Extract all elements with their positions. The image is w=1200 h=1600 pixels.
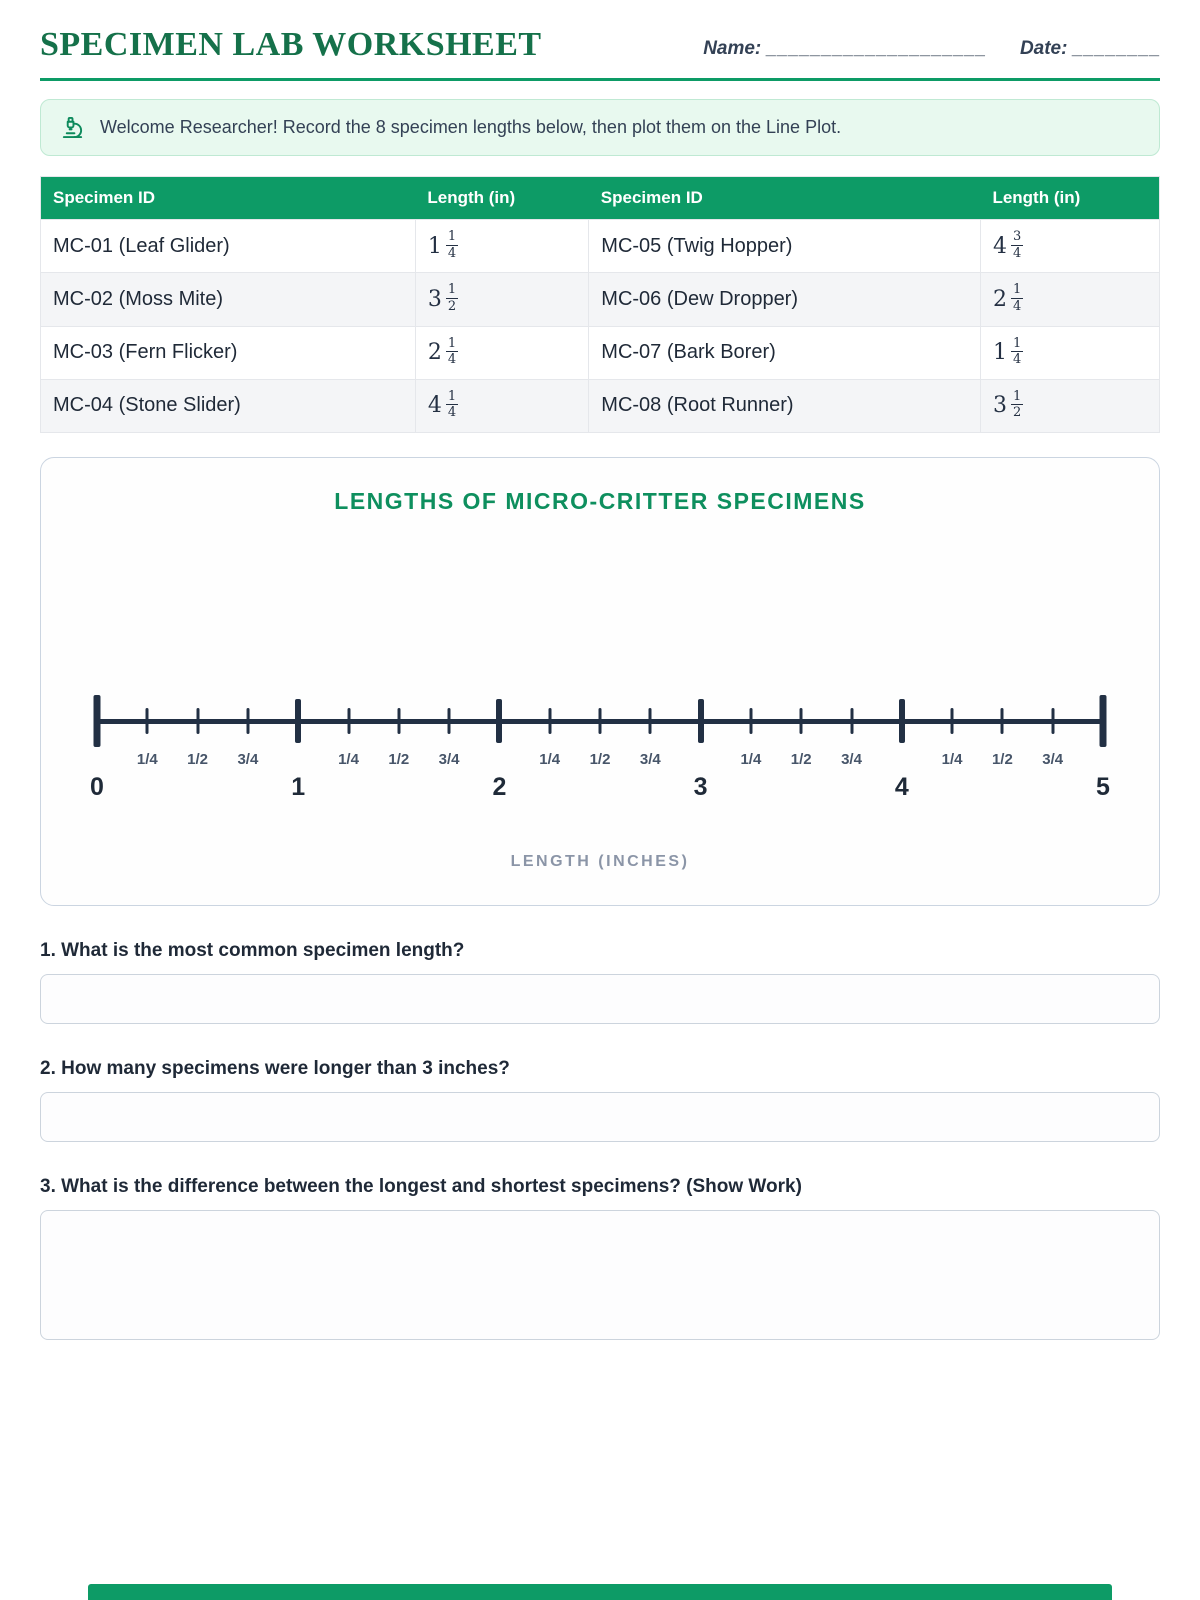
tick-minor	[146, 708, 149, 734]
length-cell: 4 $\frac{1}{4}$	[415, 379, 588, 432]
minor-tick-label: 1/4	[539, 751, 561, 769]
name-blank-line[interactable]: ____________________	[765, 38, 986, 58]
table-header-row	[41, 177, 1160, 220]
major-tick-label-2: 2	[492, 773, 507, 802]
answer-box-q2[interactable]	[40, 1092, 1160, 1142]
major-tick-label-4: 4	[894, 773, 909, 802]
minor-tick-label: 1/2	[790, 751, 812, 769]
major-tick-label-0: 0	[90, 773, 104, 802]
tick-minor	[800, 708, 803, 734]
footer-bar	[88, 1584, 1112, 1600]
answer-box-q1[interactable]	[40, 974, 1160, 1024]
specimen-id-cell: MC-04 (Stone Slider)	[41, 379, 416, 432]
specimen-id-cell: MC-08 (Root Runner)	[589, 379, 981, 432]
minor-tick-label: 1/4	[338, 751, 359, 769]
minor-tick-label: 3/4	[438, 751, 460, 769]
minor-tick-label: 3/4	[841, 751, 862, 769]
specimen-id-cell: MC-03 (Fern Flicker)	[41, 326, 416, 379]
x-axis-label: LENGTH (INCHES)	[510, 853, 690, 871]
minor-tick-label: 3/4	[1042, 751, 1064, 769]
major-tick-label-1: 1	[291, 773, 306, 802]
length-cell: 1 $\frac{1}{4}$	[415, 220, 588, 273]
length-cell: 3 $\frac{1}{2}$	[980, 379, 1159, 432]
tick-minor	[1001, 708, 1004, 734]
table-row	[41, 326, 1160, 379]
welcome-text: Welcome Researcher! Record the 8 specimen lengths below, then plot them on the Line Plot.	[100, 117, 842, 137]
major-tick-label-5: 5	[1096, 773, 1110, 802]
question-3-label: 3. What is the difference between the longest and shortest specimens? (Show Work)	[40, 1176, 802, 1198]
number-line[interactable]	[90, 675, 1110, 825]
tick-minor	[448, 708, 451, 734]
major-tick-label-3: 3	[693, 773, 708, 802]
minor-tick-label: 3/4	[237, 751, 259, 769]
column-header-length-right: Length (in)	[980, 177, 1159, 220]
tick-minor	[649, 708, 652, 734]
microscope-icon	[61, 116, 84, 139]
tick-minor	[246, 708, 249, 734]
line-plot-panel[interactable]	[40, 457, 1160, 906]
answer-box-q3[interactable]	[40, 1210, 1160, 1340]
tick-major-3	[698, 699, 704, 743]
date-label: Date:	[1019, 38, 1068, 59]
minor-tick-label: 1/4	[941, 751, 963, 769]
table-row	[41, 379, 1160, 432]
minor-tick-label: 3/4	[639, 751, 661, 769]
length-cell: 4 $\frac{3}{4}$	[980, 220, 1159, 273]
minor-tick-label: 1/2	[187, 751, 209, 769]
header-fill-ins	[703, 38, 1160, 64]
specimen-id-cell: MC-06 (Dew Dropper)	[589, 273, 981, 326]
page-title: SPECIMEN LAB WORKSHEET	[40, 26, 542, 63]
tick-minor	[347, 708, 350, 734]
date-field	[1020, 38, 1160, 60]
tick-minor	[850, 708, 853, 734]
minor-tick-label: 1/4	[740, 751, 762, 769]
plot-title: LENGTHS OF MICRO-CRITTER SPECIMENS	[334, 488, 866, 515]
question-1-label: 1. What is the most common specimen length?	[40, 940, 465, 962]
specimen-table	[40, 176, 1160, 433]
tick-major-4	[899, 699, 905, 743]
header	[40, 26, 1160, 81]
question-2-label: 2. How many specimens were longer than 3 inches?	[40, 1058, 510, 1080]
column-header-specimen-id-left: Specimen ID	[41, 177, 416, 220]
length-cell: 2 $\frac{1}{4}$	[415, 326, 588, 379]
tick-major-2	[496, 699, 502, 743]
minor-tick-label: 1/2	[388, 751, 410, 769]
tick-major-1	[295, 699, 301, 743]
tick-minor	[196, 708, 199, 734]
minor-tick-label: 1/2	[991, 751, 1013, 769]
tick-minor	[599, 708, 602, 734]
name-label: Name:	[703, 38, 762, 59]
tick-major-5	[1100, 695, 1107, 747]
specimen-id-cell: MC-01 (Leaf Glider)	[41, 220, 416, 273]
table-row	[41, 273, 1160, 326]
column-header-length-left: Length (in)	[415, 177, 588, 220]
tick-major-0	[94, 695, 101, 747]
name-field	[703, 38, 986, 60]
welcome-banner	[40, 99, 1160, 156]
table-row	[41, 220, 1160, 273]
tick-minor	[397, 708, 400, 734]
tick-minor	[951, 708, 954, 734]
minor-tick-label: 1/2	[589, 751, 611, 769]
length-cell: 1 $\frac{1}{4}$	[980, 326, 1159, 379]
specimen-id-cell: MC-07 (Bark Borer)	[589, 326, 981, 379]
length-cell: 2 $\frac{1}{4}$	[980, 273, 1159, 326]
tick-minor	[1051, 708, 1054, 734]
column-header-specimen-id-right: Specimen ID	[589, 177, 981, 220]
date-blank-line[interactable]: ________	[1071, 38, 1160, 58]
minor-tick-label: 1/4	[136, 751, 158, 769]
specimen-id-cell: MC-05 (Twig Hopper)	[589, 220, 981, 273]
specimen-id-cell: MC-02 (Moss Mite)	[41, 273, 416, 326]
tick-minor	[548, 708, 551, 734]
tick-minor	[749, 708, 752, 734]
length-cell: 3 $\frac{1}{2}$	[415, 273, 588, 326]
